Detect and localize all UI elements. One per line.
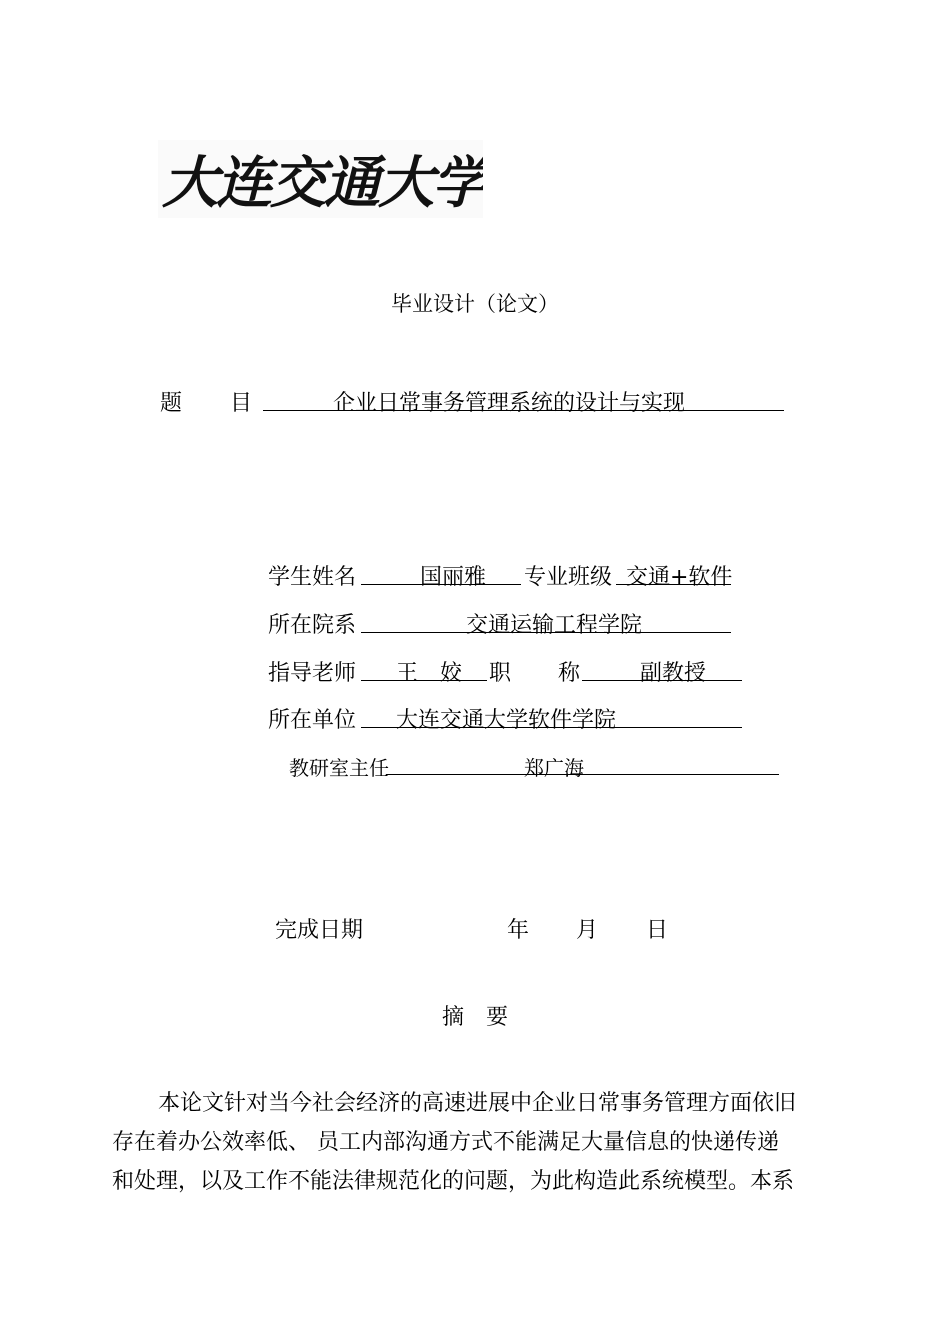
year-label: 年 [507, 918, 530, 943]
student-name-value: 国丽雅 [420, 565, 487, 590]
abstract-line-2: 存在着办公效率低、 员工内部沟通方式不能满足大量信息的快递传递 [112, 1130, 779, 1155]
month-label: 月 [576, 918, 599, 943]
title-label-1: 职 [489, 661, 512, 686]
abstract-line-1: 本论文针对当今社会经济的高速进展中企业日常事务管理方面依旧 [158, 1091, 797, 1116]
abstract-heading: 摘 要 [441, 1005, 508, 1030]
director-label: 教研室主任 [289, 756, 389, 780]
title-label-2: 称 [558, 661, 581, 686]
topic-label-2: 目 [230, 391, 253, 416]
major-class-label: 专业班级 [524, 565, 613, 590]
completion-date-label: 完成日期 [275, 918, 364, 943]
university-logo [158, 140, 483, 218]
topic-value: 企业日常事务管理系统的设计与实现 [333, 391, 686, 416]
title-value: 副教授 [640, 661, 707, 686]
day-label: 日 [646, 918, 669, 943]
topic-label-1: 题 [160, 391, 183, 416]
director-value: 郑广海 [524, 756, 584, 780]
advisor-label: 指导老师 [268, 661, 357, 686]
advisor-value: 王 姣 [396, 661, 463, 686]
logo-text: 大连交通大学 [162, 150, 483, 216]
unit-label: 所在单位 [268, 708, 357, 733]
abstract-line-3: 和处理，以及工作不能法律规范化的问题，为此构造此系统模型。本系 [112, 1169, 795, 1194]
department-value: 交通运输工程学院 [466, 613, 643, 638]
unit-value: 大连交通大学软件学院 [396, 708, 617, 733]
department-label: 所在院系 [268, 613, 357, 638]
abstract-body [112, 1084, 838, 1201]
document-title: 毕业设计（论文） [391, 292, 559, 316]
major-class-value: 交通+软件 [626, 565, 733, 590]
student-name-label: 学生姓名 [268, 565, 357, 590]
